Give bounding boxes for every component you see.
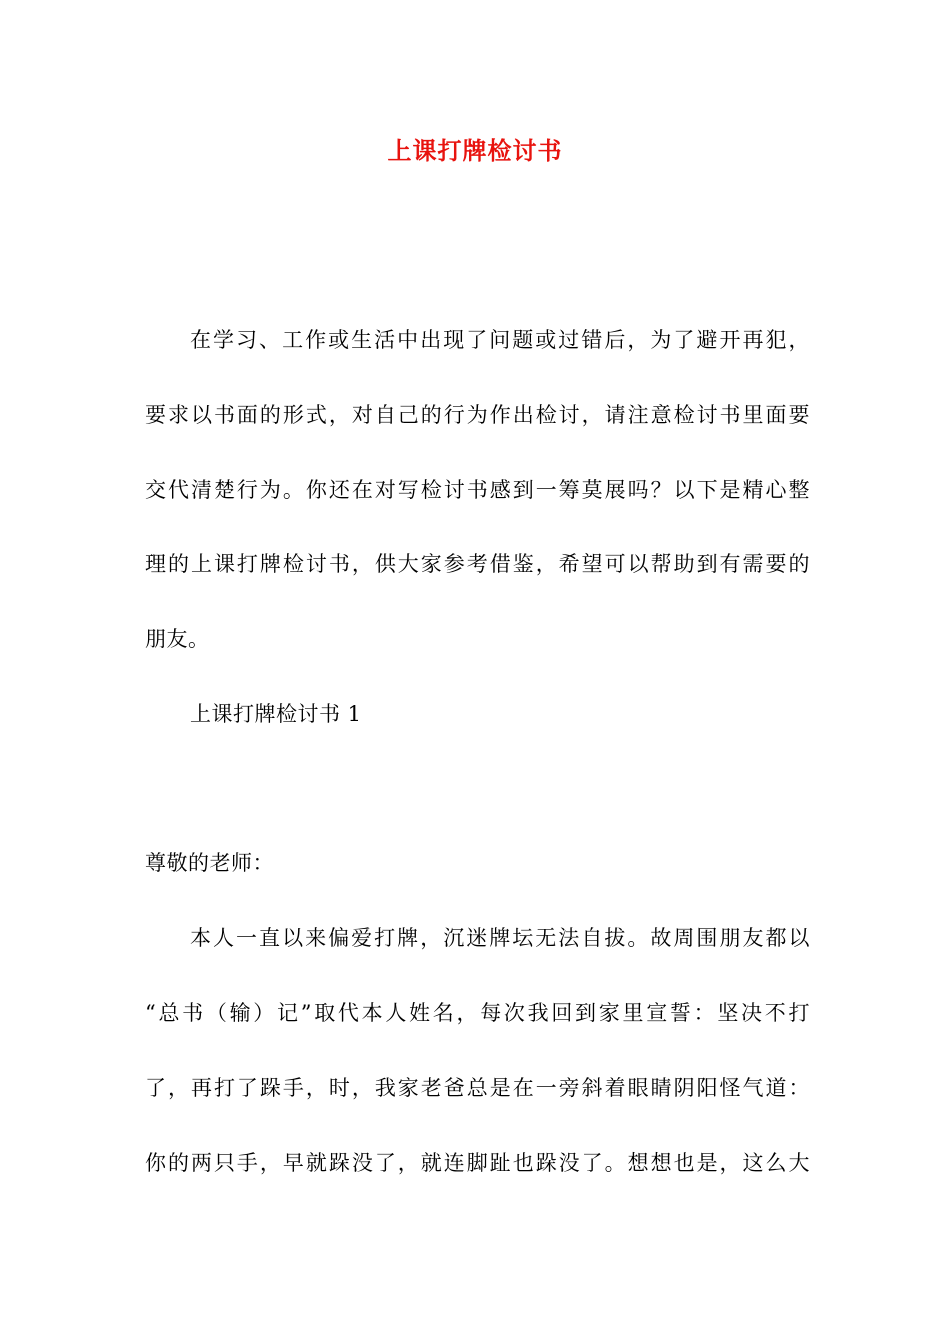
intro-line: 朋友。 <box>145 627 210 651</box>
body-line: 了，再打了跺手，时，我家老爸总是在一旁斜着眼睛阴阳怪气道： <box>145 1076 810 1100</box>
body-line: “总书（输）记”取代本人姓名，每次我回到家里宣誓：坚决不打 <box>145 1001 810 1025</box>
body-line: 你的两只手，早就跺没了，就连脚趾也跺没了。想想也是，这么大 <box>145 1151 810 1175</box>
intro-line: 要求以书面的形式，对自己的行为作出检讨，请注意检讨书里面要 <box>145 403 810 427</box>
intro-line: 在学习、工作或生活中出现了问题或过错后，为了避开再犯， <box>190 328 810 352</box>
body-line: 本人一直以来偏爱打牌，沉迷牌坛无法自拔。故周围朋友都以 <box>190 926 810 950</box>
intro-line: 理的上课打牌检讨书，供大家参考借鉴，希望可以帮助到有需要的 <box>145 552 810 576</box>
document-title: 上课打牌检讨书 <box>387 136 563 165</box>
salutation: 尊敬的老师： <box>145 851 274 875</box>
section-heading: 上课打牌检讨书 1 <box>190 702 362 726</box>
intro-line: 交代清楚行为。你还在对写检讨书感到一筹莫展吗？以下是精心整 <box>145 478 810 502</box>
